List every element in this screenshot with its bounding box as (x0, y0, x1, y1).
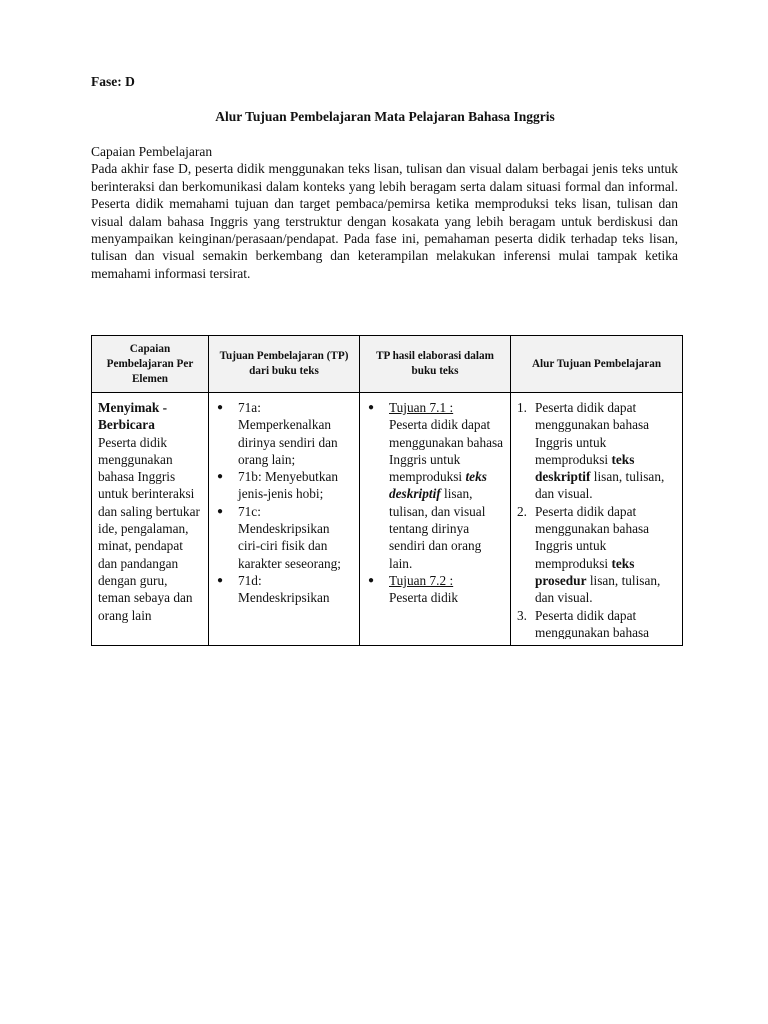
item-text: Peserta didik dapat menggunakan bahasa (535, 607, 650, 639)
item-text: Peserta didik dapat menggunakan bahasa Inggris untuk memproduksi (535, 503, 650, 571)
tujuan-label: Tujuan 7.1 : (389, 400, 454, 415)
item-emphasis: teks deskriptif (389, 469, 487, 502)
tujuan-label: Tujuan 7.2 : (389, 572, 454, 588)
item-emphasis: teks prosedur (535, 555, 635, 588)
item-text-after: lisan, tulisan, dan visual tentang dirinya sendiri dan orang lain. (389, 486, 486, 571)
cell-tujuan-pembelajaran (209, 393, 360, 646)
item-text-after: lisan, tulisan, dan visual. (535, 469, 665, 502)
list-item (517, 607, 677, 639)
header-tp-elaborasi: TP hasil elaborasi dalam buku teks (360, 336, 511, 393)
capaian-text: Pada akhir fase D, peserta didik menggunakan teks lisan, tulisan dan visual dalam berbagai jenis teks untuk berinteraksi dan berkomunikasi dalam konteks yang lebih beragam serta dalam situasi formal dan informal. Peserta didik memahami tujuan dan target pembaca/pemirsa ketika memproduksi teks lisan, tulisan dan visual dalam bahasa Inggris yang terstruktur dengan kosakata yang lebih beragam untuk berdiskusi dan menyampaikan keinginan/perasaan/pendapat. Pada fase ini, pemahaman peserta didik terhadap teks lisan, tulisan dan visual semakin berkembang dan keterampilan melakukan inferensi mulai tampak ketika memahami informasi tersirat. (91, 161, 678, 281)
table-row (92, 393, 683, 646)
item-text-after: lisan, tulisan, dan visual. (535, 572, 661, 606)
item-number: 2. (517, 503, 527, 519)
cell-alur-tujuan (511, 393, 683, 646)
header-tujuan-pembelajaran: Tujuan Pembelajaran (TP) dari buku teks (209, 336, 360, 393)
list-item (517, 399, 677, 503)
list-item (366, 399, 505, 572)
table-header-row (92, 336, 683, 393)
item-text: Peserta didik dapat menggunakan bahasa Inggris untuk memproduksi (535, 400, 650, 467)
cell-tp-elaborasi (360, 393, 511, 646)
item-text: Peserta didik (389, 590, 459, 606)
list-item (366, 572, 505, 607)
header-capaian-per-elemen: Capaian Pembelajaran Per Elemen (92, 336, 209, 393)
phase-label: Fase: D (91, 74, 135, 89)
item-number: 3. (517, 607, 527, 623)
item-emphasis: teks deskriptif (535, 451, 635, 485)
list-item: ● 71b: Menyebutkan jenis-jenis hobi; (215, 468, 354, 503)
item-number: 1. (517, 400, 527, 415)
list-item (517, 503, 677, 607)
elaborasi-list (366, 399, 505, 607)
list-item: ● 71a: Memperkenalkan dirinya sendiri dan orang lain; (215, 399, 354, 468)
learning-objectives-table (91, 335, 683, 646)
element-title: Menyimak - Berbicara (98, 400, 168, 433)
tp-list (215, 399, 354, 607)
alur-list (517, 399, 677, 639)
item-text: Peserta didik dapat menggunakan bahasa Inggris untuk memproduksi (389, 417, 504, 485)
header-alur-tujuan: Alur Tujuan Pembelajaran (511, 336, 683, 393)
cell-capaian-elemen (92, 393, 209, 646)
capaian-section (91, 143, 678, 282)
element-text: Peserta didik menggunakan bahasa Inggris untuk berinteraksi dan saling bertukar ide, pengalaman, minat, pendapat dan pandangan dengan guru, teman sebaya dan orang lain (98, 434, 200, 623)
capaian-heading: Capaian Pembelajaran (91, 144, 213, 159)
list-item: ● 71d: Mendeskripsikan (215, 572, 354, 607)
document-title: Alur Tujuan Pembelajaran Mata Pelajaran Bahasa Inggris (215, 109, 555, 124)
list-item: ● 71c: Mendeskripsikan ciri-ciri fisik dan karakter seseorang; (215, 503, 354, 572)
